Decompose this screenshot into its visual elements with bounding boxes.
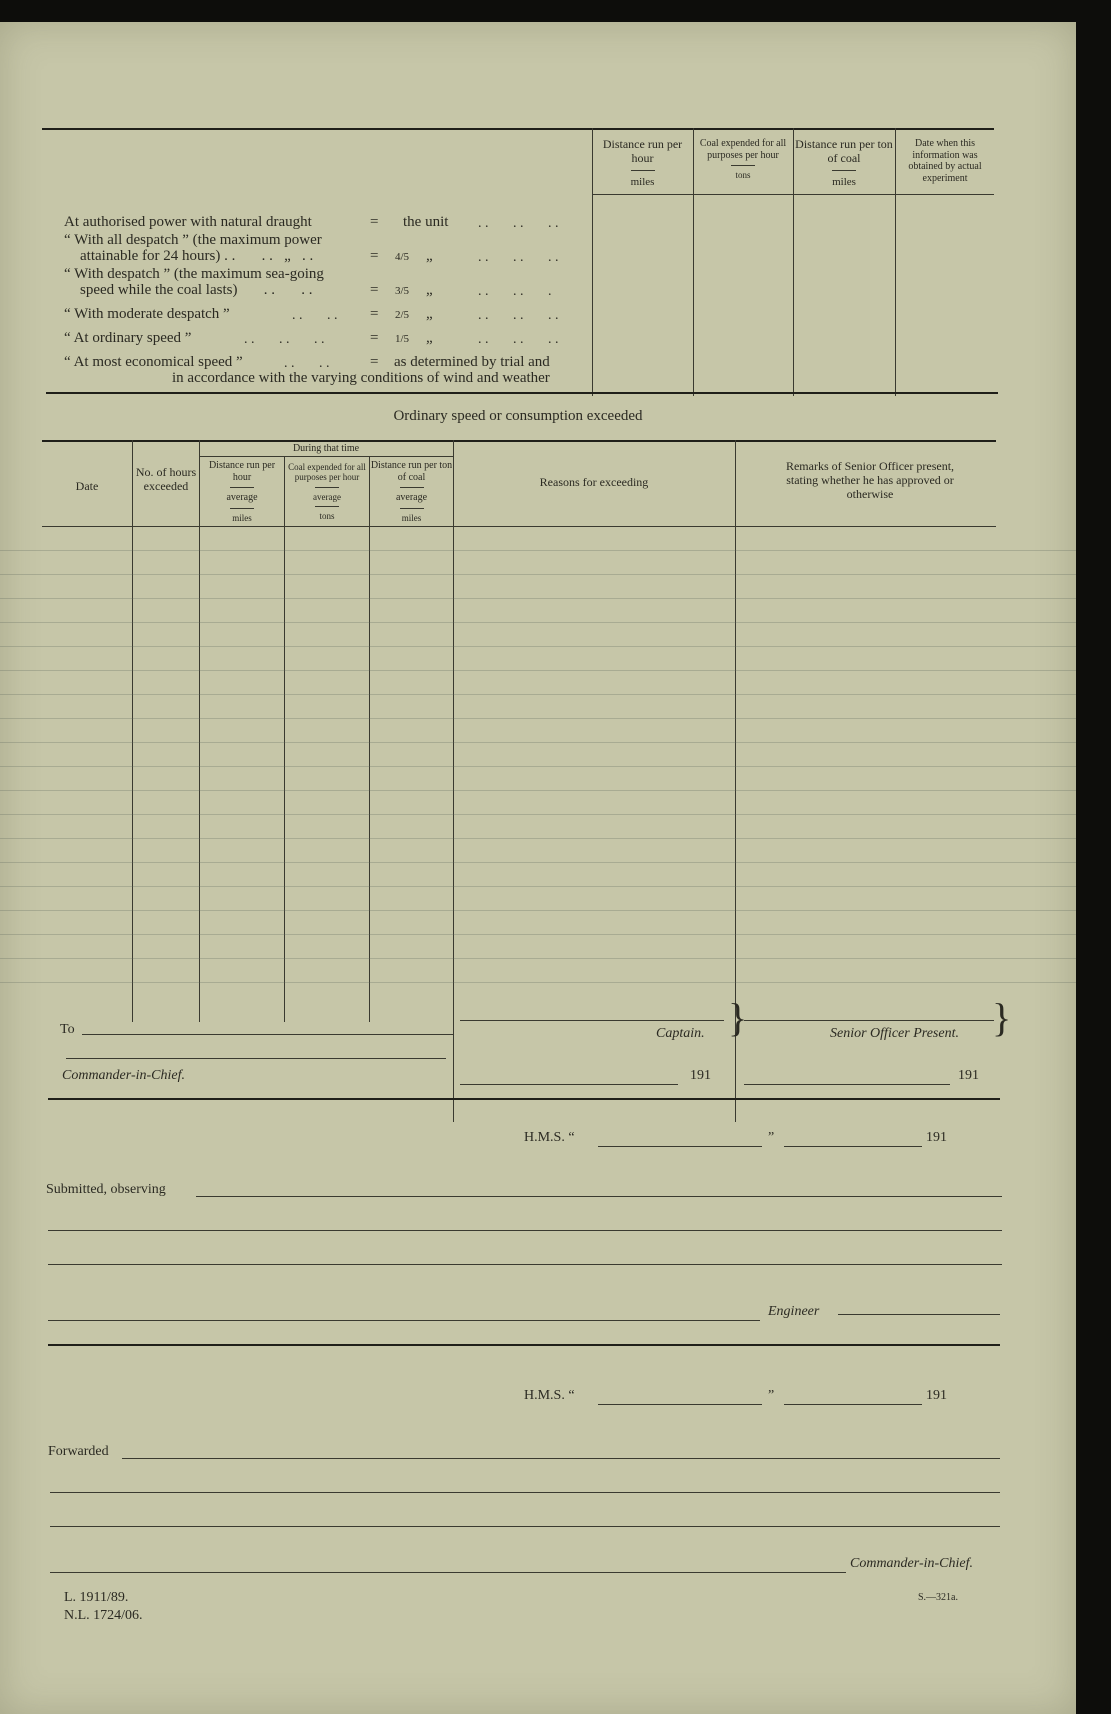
forwarded-line-3[interactable] bbox=[50, 1526, 1000, 1527]
leader-dots: . . . . . . bbox=[478, 332, 559, 347]
paper-rule bbox=[0, 910, 1076, 911]
to-line-2[interactable] bbox=[66, 1058, 446, 1059]
row-all-despatch-label-cont: attainable for 24 hours) . . . . „ . . bbox=[80, 248, 314, 264]
column-divider bbox=[895, 128, 896, 396]
form-number: S.—321a. bbox=[918, 1592, 958, 1603]
equals-sign: = bbox=[370, 354, 379, 370]
ship-name-line[interactable] bbox=[598, 1404, 762, 1405]
hms-label: H.M.S. “ bbox=[524, 1388, 575, 1403]
row-economical-value-cont: in accordance with the varying conditions of wind and weather bbox=[172, 370, 550, 386]
ditto-mark: „ bbox=[426, 248, 433, 264]
header-underline bbox=[592, 194, 994, 195]
paper-rule bbox=[0, 814, 1076, 815]
fraction: 2/5 bbox=[395, 309, 410, 321]
row-despatch-label-cont: speed while the coal lasts) . . . . bbox=[80, 282, 313, 298]
column-divider bbox=[793, 128, 794, 396]
row-despatch-label: “ With despatch ” (the maximum sea-going bbox=[64, 266, 324, 282]
engineer-label: Engineer bbox=[768, 1304, 820, 1319]
captain-year: 191 bbox=[690, 1068, 711, 1083]
paper-rule bbox=[0, 718, 1076, 719]
reference-number: N.L. 1724/06. bbox=[64, 1608, 143, 1623]
paper-rule bbox=[0, 574, 1076, 575]
ditto-mark: „ bbox=[426, 330, 433, 346]
reference-number: L. 1911/89. bbox=[64, 1590, 129, 1605]
exceed-reasons-header: Reasons for exceeding bbox=[539, 475, 649, 489]
row-economical-value: as determined by trial and bbox=[394, 354, 550, 370]
forwarded-line[interactable] bbox=[122, 1458, 1000, 1459]
during-that-time-header: During that time bbox=[292, 443, 360, 454]
column-divider bbox=[284, 456, 285, 1022]
equals-sign: = bbox=[370, 214, 379, 230]
paper-rule bbox=[0, 982, 1076, 983]
section-divider bbox=[48, 1098, 1000, 1100]
col-distance-header: Distance run per hour miles bbox=[602, 137, 683, 188]
column-divider bbox=[453, 440, 454, 1122]
hms-label: H.M.S. “ bbox=[524, 1130, 575, 1145]
quote-close: ” bbox=[768, 1130, 775, 1145]
commander-in-chief-label: Commander-in-Chief. bbox=[62, 1068, 185, 1083]
leader-dots: . . . . . . bbox=[478, 308, 559, 323]
senior-officer-label: Senior Officer Present. bbox=[830, 1026, 959, 1041]
row-authorised-value: the unit bbox=[403, 214, 449, 230]
forwarded-line-4[interactable] bbox=[50, 1572, 846, 1573]
leader-dots: . . . . . bbox=[478, 284, 552, 299]
form-sheet bbox=[0, 22, 1076, 1714]
paper-rule bbox=[0, 646, 1076, 647]
hms-year: 191 bbox=[926, 1130, 947, 1145]
captain-label: Captain. bbox=[656, 1026, 705, 1041]
equals-sign: = bbox=[370, 330, 379, 346]
date-line[interactable] bbox=[784, 1404, 922, 1405]
paper-rule bbox=[0, 766, 1076, 767]
engineer-signature-line[interactable] bbox=[838, 1314, 1000, 1315]
row-economical-label: “ At most economical speed ” bbox=[64, 354, 243, 370]
senior-year: 191 bbox=[958, 1068, 979, 1083]
to-label: To bbox=[60, 1022, 75, 1037]
row-moderate-label: “ With moderate despatch ” bbox=[64, 306, 230, 322]
col-coal-header: Coal expended for all purposes per hour tons bbox=[699, 138, 787, 180]
row-authorised-label: At authorised power with natural draught bbox=[64, 214, 312, 230]
submitted-line-4[interactable] bbox=[48, 1320, 760, 1321]
column-divider bbox=[693, 128, 694, 396]
paper-rule bbox=[0, 694, 1076, 695]
date-line[interactable] bbox=[784, 1146, 922, 1147]
submitted-label: Submitted, observing bbox=[46, 1182, 166, 1197]
fraction: 4/5 bbox=[395, 251, 410, 263]
paper-rule bbox=[0, 934, 1076, 935]
captain-signature-line[interactable] bbox=[460, 1020, 724, 1021]
ditto-mark: „ bbox=[426, 282, 433, 298]
leader-dots: . . . . . . bbox=[478, 216, 559, 231]
exceed-date-header: Date bbox=[75, 479, 99, 493]
brace-icon: } bbox=[992, 995, 1012, 1040]
paper-rule bbox=[0, 886, 1076, 887]
leader-dots: . . . . . . bbox=[478, 250, 559, 265]
captain-date-line[interactable] bbox=[460, 1084, 678, 1085]
senior-date-line[interactable] bbox=[744, 1084, 950, 1085]
leader-dots: . . . . bbox=[292, 308, 338, 323]
during-underline bbox=[199, 456, 453, 457]
exceed-remarks-header: Remarks of Senior Officer present, stating whether he has approved or otherwise bbox=[785, 459, 955, 501]
commander-in-chief-label: Commander-in-Chief. bbox=[850, 1556, 973, 1571]
ship-name-line[interactable] bbox=[598, 1146, 762, 1147]
brace-icon: } bbox=[728, 995, 748, 1040]
equals-sign: = bbox=[370, 282, 379, 298]
senior-signature-line[interactable] bbox=[744, 1020, 994, 1021]
paper-rule bbox=[0, 790, 1076, 791]
paper-rule bbox=[0, 670, 1076, 671]
submitted-line-3[interactable] bbox=[48, 1264, 1002, 1265]
exceed-coal-header: Coal expended for all purposes per hour average tons bbox=[288, 462, 366, 522]
exceed-header-bottom bbox=[42, 526, 996, 527]
paper-rule bbox=[0, 622, 1076, 623]
equals-sign: = bbox=[370, 306, 379, 322]
exceed-per-ton-header: Distance run per ton of coal average miles bbox=[370, 460, 453, 523]
top-table-border bbox=[42, 128, 994, 130]
paper-rule bbox=[0, 862, 1076, 863]
exceed-table-border bbox=[42, 440, 996, 442]
section-divider bbox=[48, 1344, 1000, 1346]
col-per-ton-header: Distance run per ton of coal miles bbox=[795, 137, 893, 188]
forwarded-line-2[interactable] bbox=[50, 1492, 1000, 1493]
quote-close: ” bbox=[768, 1388, 775, 1403]
exceed-distance-header: Distance run per hour average miles bbox=[208, 460, 276, 523]
leader-dots: . . . . . . bbox=[244, 332, 325, 347]
paper-rule bbox=[0, 958, 1076, 959]
paper-rule bbox=[0, 838, 1076, 839]
submitted-line[interactable] bbox=[196, 1196, 1002, 1197]
top-table-bottom bbox=[46, 392, 998, 394]
fraction: 1/5 bbox=[395, 333, 410, 345]
paper-rule bbox=[0, 598, 1076, 599]
equals-sign: = bbox=[370, 248, 379, 264]
column-divider bbox=[369, 456, 370, 1022]
hms-year: 191 bbox=[926, 1388, 947, 1403]
forwarded-label: Forwarded bbox=[48, 1444, 109, 1459]
to-line[interactable] bbox=[82, 1034, 454, 1035]
ditto-mark: „ bbox=[426, 306, 433, 322]
col-date-header: Date when this information was obtained by actual experiment bbox=[908, 138, 982, 184]
row-ordinary-label: “ At ordinary speed ” bbox=[64, 330, 192, 346]
row-all-despatch-label: “ With all despatch ” (the maximum power bbox=[64, 232, 322, 248]
leader-dots: . . . . bbox=[284, 356, 330, 371]
section-title: Ordinary speed or consumption exceeded bbox=[393, 408, 643, 424]
paper-rule bbox=[0, 742, 1076, 743]
fraction: 3/5 bbox=[395, 285, 410, 297]
column-divider bbox=[592, 128, 593, 396]
exceed-hours-header: No. of hours exceeded bbox=[135, 465, 197, 493]
paper-rule bbox=[0, 550, 1076, 551]
submitted-line-2[interactable] bbox=[48, 1230, 1002, 1231]
